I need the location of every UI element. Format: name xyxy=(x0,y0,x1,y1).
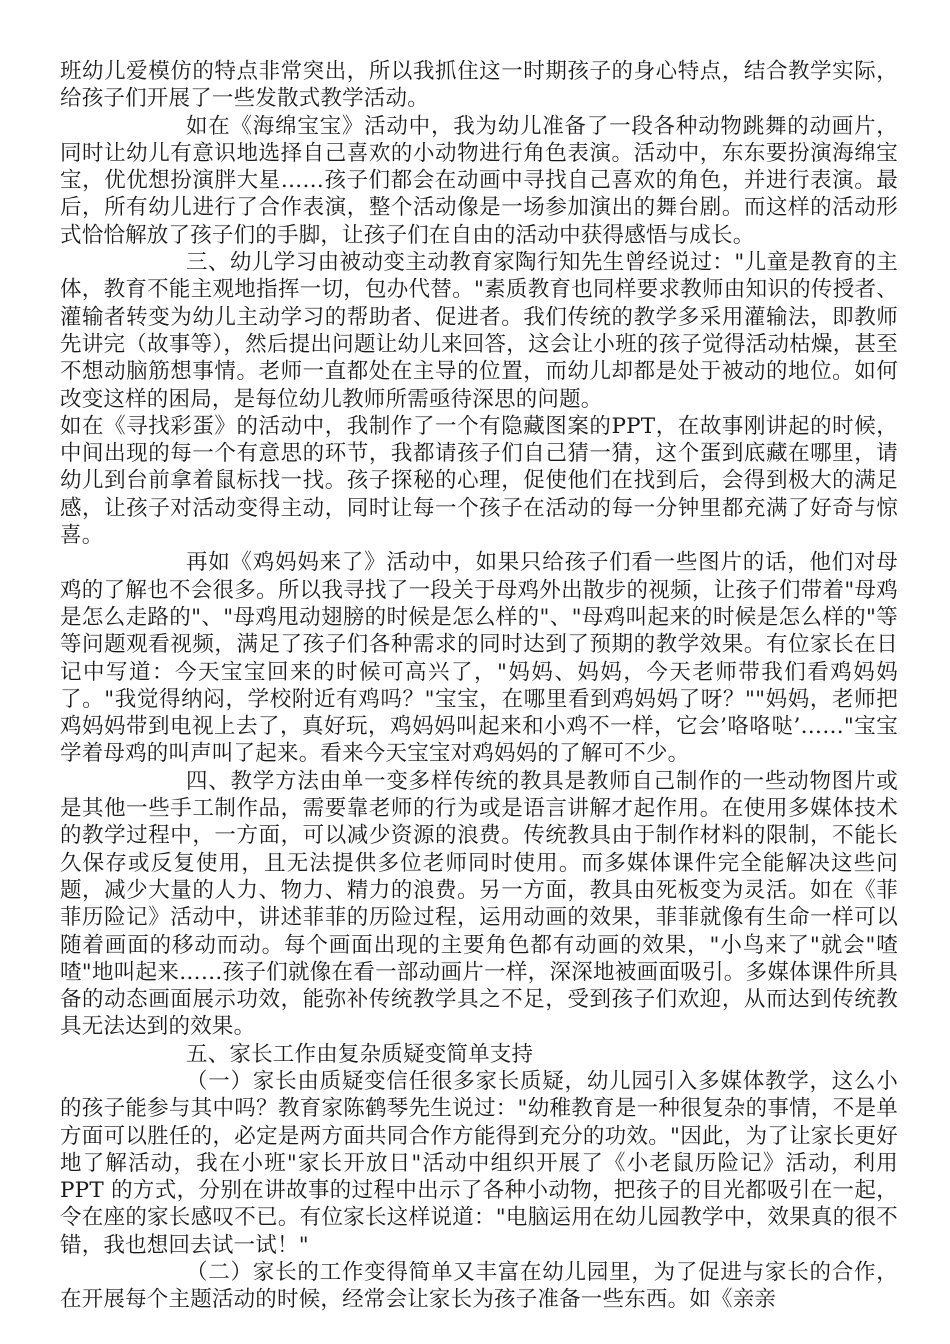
paragraph-1: 班幼儿爱模仿的特点非常突出，所以我抓住这一时期孩子的身心特点，结合教学实际，给孩子们开展了一些发散式教学活动。 xyxy=(60,59,898,112)
paragraph-5: 再如《鸡妈妈来了》活动中，如果只给孩子们看一些图片的话，他们对母鸡的了解也不会很多。所以我寻找了一段关于母鸡外出散步的视频，让孩子们带着"母鸡是怎么走路的"、"母鸡甩动翅膀的时候是怎么样的"、"母鸡叫起来的时候是怎么样的"等等问题观看视频，满足了孩子们各种需求的同时达到了预期的教学效果。有位家长在日记中写道：今天宝宝回来的时候可高兴了，"妈妈、妈妈，今天老师带我们看鸡妈妈了。"我觉得纳闷，学校附近有鸡吗？"宝宝，在哪里看到鸡妈妈了呀？""妈妈，老师把鸡妈妈带到电视上去了，真好玩，鸡妈妈叫起来和小鸡不一样，它会’咯咯哒’……"宝宝学着母鸡的叫声叫了起来。看来今天宝宝对鸡妈妈的了解可不少。 xyxy=(60,550,898,767)
paragraph-8: （一）家长由质疑变信任很多家长质疑，幼儿园引入多媒体教学，这么小的孩子能参与其中吗？教育家陈鹤琴先生说过："幼稚教育是一种很复杂的事情，不是单方面可以胜任的，必定是两方面共同合作方能得到充分的功效。"因此，为了让家长更好地了解活动，我在小班"家长开放日"活动中组织开展了《小老鼠历险记》活动，利用PPT 的方式，分别在讲故事的过程中出示了各种小动物，把孩子的目光都吸引在一起，令在座的家长感叹不已。有位家长这样说道："电脑运用在幼儿园教学中，效果真的很不错，我也想回去试一试！" xyxy=(60,1068,898,1258)
paragraph-4: 如在《寻找彩蛋》的活动中，我制作了一个有隐藏图案的PPT，在故事刚讲起的时候，中间出现的每一个有意思的环节，我都请孩子们自己猜一猜，这个蛋到底藏在哪里，请幼儿到台前拿着鼠标找一找。孩子探秘的心理，促使他们在找到后，会得到极大的满足感，让孩子对活动变得主动，同时让每一个孩子在活动的每一分钟里都充满了好奇与惊喜。 xyxy=(60,413,898,549)
paragraph-9: （二）家长的工作变得简单又丰富在幼儿园里，为了促进与家长的合作，在开展每个主题活动的时候，经常会让家长为孩子准备一些东西。如《亲亲 xyxy=(60,1260,898,1313)
paragraph-2: 如在《海绵宝宝》活动中，我为幼儿准备了一段各种动物跳舞的动画片，同时让幼儿有意识地选择自己喜欢的小动物进行角色表演。活动中，东东要扮演海绵宝宝，优优想扮演胖大星……孩子们都会在动画中寻找自己喜欢的角色，并进行表演。最后，所有幼儿进行了合作表演，整个活动像是一场参加演出的舞台剧。而这样的活动形式恰恰解放了孩子们的手脚，让孩子们在自由的活动中获得感悟与成长。 xyxy=(60,113,898,248)
section-heading-5: 五、家长工作由复杂质疑变简单支持 xyxy=(186,1041,534,1067)
document-page xyxy=(60,58,898,1314)
paragraph-6: 四、教学方法由单一变多样传统的教具是教师自己制作的一些动物图片或是其他一些手工制作品，需要靠老师的行为或是语言讲解才起作用。在使用多媒体技术的教学过程中，一方面，可以减少资源的浪费。传统教具由于制作材料的限制，不能长久保存或反复使用，且无法提供多位老师同时使用。而多媒体课件完全能解决这些问题，减少大量的人力、物力、精力的浪费。另一方面，教具由死板变为灵活。如在《菲菲历险记》活动中，讲述菲菲的历险过程，运用动画的效果，菲菲就像有生命一样可以随着画面的移动而动。每个画面出现的主要角色都有动画的效果，"小鸟来了"就会"喳喳"地叫起来……孩子们就像在看一部动画片一样，深深地被画面吸引。多媒体课件所具备的动态画面展示功效，能弥补传统教学具之不足，受到孩子们欢迎，从而达到传统教具无法达到的效果。 xyxy=(60,768,898,1040)
paragraph-3: 三、幼儿学习由被动变主动教育家陶行知先生曾经说过："儿童是教育的主体，教育不能主观地指挥一切，包办代替。"素质教育也同样要求教师由知识的传授者、灌输者转变为幼儿主动学习的帮助者、促进者。我们传统的教学多采用灌输法，即教师先讲完（故事等），然后提出问题让幼儿来回答，这会让小班的孩子觉得活动枯燥，甚至不想动脑筋想事情。老师一直都处在主导的位置，而幼儿却都是处于被动的地位。如何改变这样的困局，是每位幼儿教师所需亟待深思的问题。 xyxy=(60,250,898,412)
